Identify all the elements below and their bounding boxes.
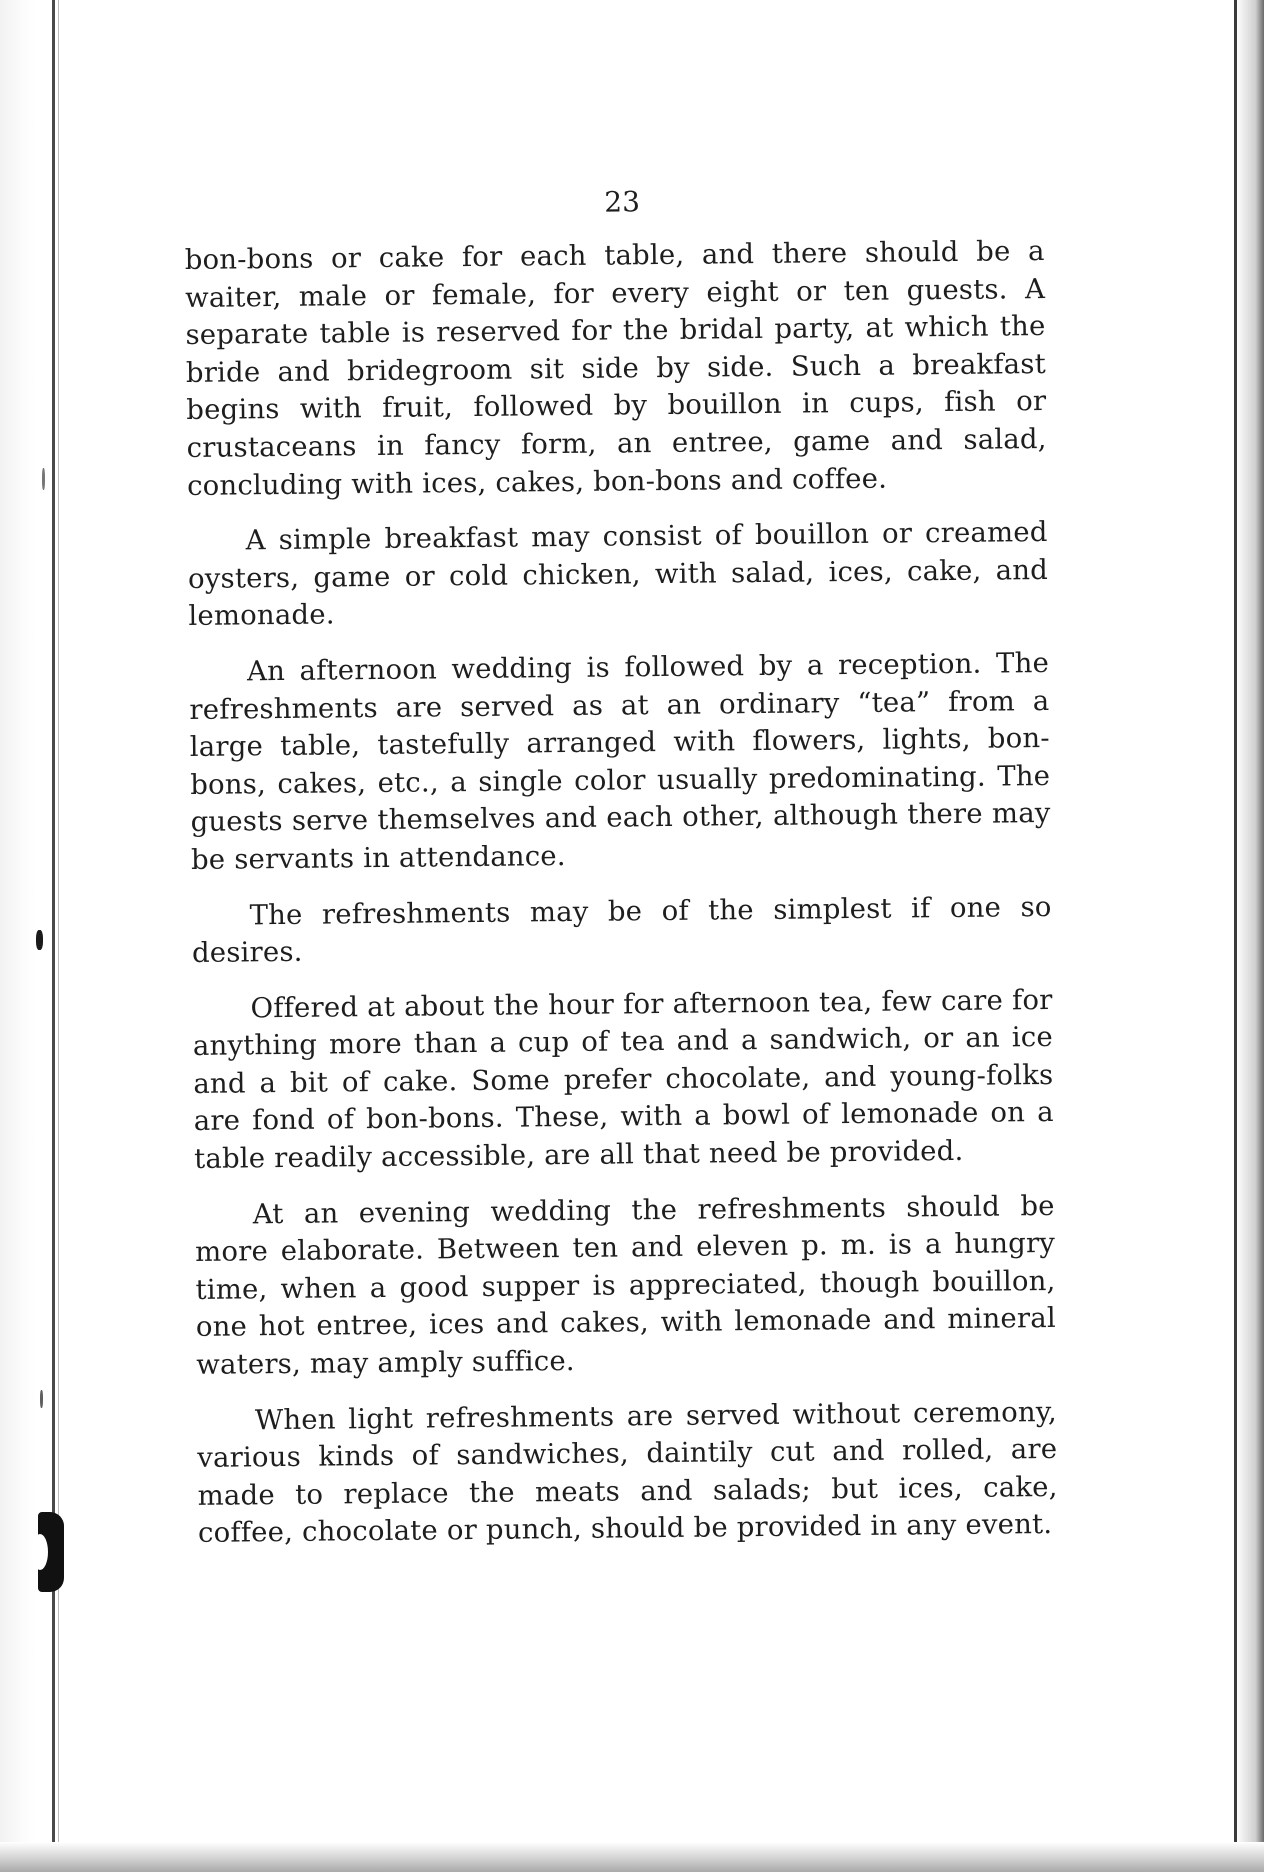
binding-shadow-line: [58, 0, 59, 1872]
paragraph: An afternoon wedding is followed by a reception. The refreshments are served as at an ordinary “tea” from a large table, tastefully arranged with flowers, lights, bon-bons, cakes, etc., a single color usually predominating. The guests serve themselves and each other, although there may be servants in attendance.: [189, 646, 1051, 876]
paragraph: A simple breakfast may consist of bouillon or creamed oysters, game or cold chicken, with salad, ices, cake, and lemonade.: [187, 516, 1049, 633]
paragraph-continued: bon-bons or cake for each table, and there should be a waiter, male or female, for every eight or ten guests. A separate table is reserved for the bridal party, at which the bride and bridegroom sit side by side. Such a breakfast begins with fruit, followed by bouillon in cups, fish or crustaceans in fancy form, an entree, game and salad, concluding with ices, cakes, bon-bons and coffee.: [184, 234, 1047, 502]
binding-gutter: [0, 0, 36, 1872]
paragraph: At an evening wedding the refreshments should be more elaborate. Between ten and eleven p. m. is a hungry time, when a good supper is appreciated, though bouillon, one hot entree, ices and cakes, with lemonade and mineral waters, may amply suffice.: [194, 1189, 1057, 1381]
book-page: [184, 181, 1058, 1571]
margin-speck: [40, 1390, 43, 1408]
page-number: 23: [604, 185, 641, 219]
margin-speck: [36, 930, 43, 950]
paragraph: Offered at about the hour for afternoon tea, few care for anything more than a cup of tea and a sandwich, or an ice and a bit of cake. Some prefer chocolate, and young-folks are fond of bon-bons. These, with a bowl of lemonade on a table readily accessible, are all that need be provided.: [192, 983, 1054, 1176]
margin-speck: [42, 468, 45, 490]
binding-clip-mark: [38, 1512, 64, 1592]
right-leaf-edge: [1236, 0, 1264, 1872]
right-border-line: [1234, 0, 1237, 1872]
bottom-leaf-edge: [0, 1842, 1264, 1872]
paragraph: The refreshments may be of the simplest if one so desires.: [191, 890, 1052, 970]
paragraph: When light refreshments are served without ceremony, various kinds of sandwiches, daintily cut and rolled, are made to replace the meats and salads; but ices, cake, coffee, chocolate or punch, should be provided in any event.: [197, 1395, 1058, 1550]
